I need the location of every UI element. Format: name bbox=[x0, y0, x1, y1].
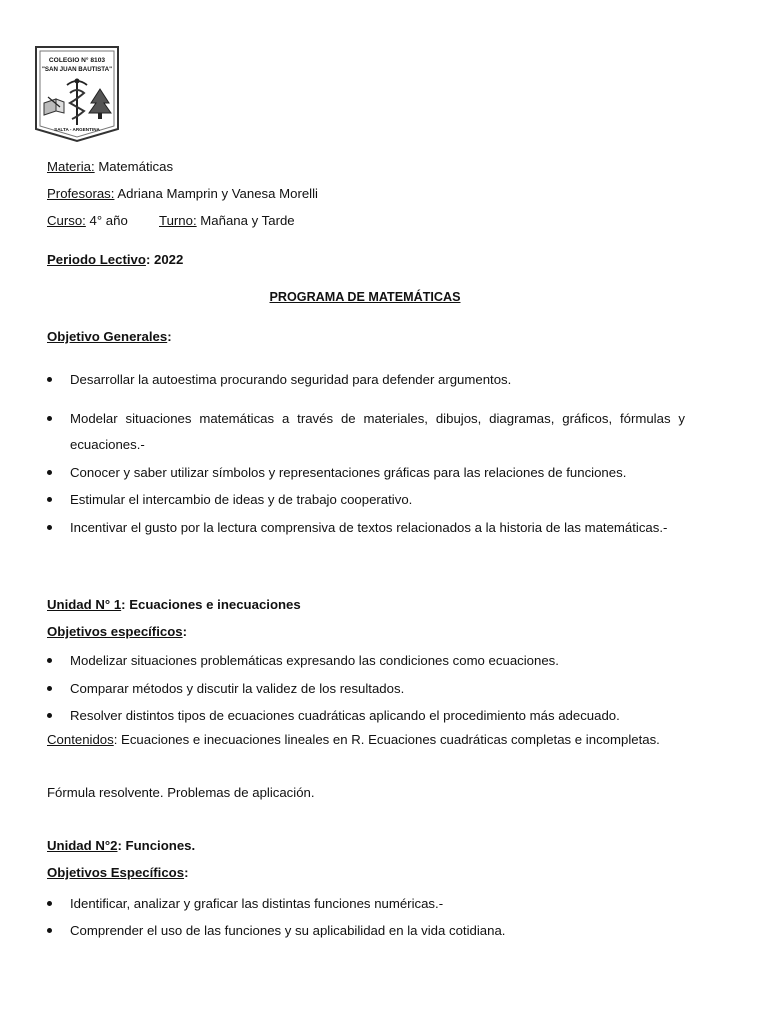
unit1-contents bbox=[47, 726, 685, 753]
unit2-label: Unidad N°2 bbox=[47, 838, 118, 853]
unit2-heading bbox=[47, 837, 195, 855]
bullet-icon bbox=[47, 686, 52, 691]
profesoras-value: Adriana Mamprin y Vanesa Morelli bbox=[117, 186, 318, 201]
general-objectives-heading bbox=[47, 328, 172, 346]
curso-value: 4° año bbox=[89, 213, 128, 228]
list-item-text: Resolver distintos tipos de ecuaciones cuadráticas aplicando el procedimiento más adecuado. bbox=[70, 708, 620, 723]
unit2-objectives-colon: : bbox=[184, 865, 189, 880]
turno-value: Mañana y Tarde bbox=[200, 213, 295, 228]
unit1-heading bbox=[47, 596, 301, 614]
list-item-text: Desarrollar la autoestima procurando seguridad para defender argumentos. bbox=[70, 372, 512, 387]
bullet-icon bbox=[47, 658, 52, 663]
materia-line bbox=[47, 158, 173, 176]
periodo-line bbox=[47, 251, 183, 269]
list-item-text: Modelar situaciones matemáticas a través de materiales, dibujos, diagramas, gráficos, fórmulas y ecuaciones.- bbox=[70, 411, 685, 452]
periodo-label: Periodo Lectivo bbox=[47, 252, 146, 267]
general-heading-colon: : bbox=[167, 329, 172, 344]
curso-line bbox=[47, 212, 128, 230]
bullet-icon bbox=[47, 525, 52, 530]
program-title: PROGRAMA DE MATEMÁTICAS bbox=[269, 290, 461, 304]
bullet-icon bbox=[47, 497, 52, 502]
unit1-contents-label: Contenidos bbox=[47, 732, 114, 747]
unit1-objectives-colon: : bbox=[182, 624, 187, 639]
materia-value: Matemáticas bbox=[98, 159, 174, 174]
unit1-title: : Ecuaciones e inecuaciones bbox=[121, 597, 301, 612]
periodo-value: : 2022 bbox=[145, 252, 184, 267]
turno-label: Turno: bbox=[159, 213, 197, 228]
unit2-objectives-label: Objetivos Específicos bbox=[47, 865, 185, 880]
list-item-text: Estimular el intercambio de ideas y de trabajo cooperativo. bbox=[70, 492, 413, 507]
list-item-text: Identificar, analizar y graficar las distintas funciones numéricas.- bbox=[70, 896, 444, 911]
profesoras-line bbox=[47, 185, 318, 203]
unit1-contents-line2: Fórmula resolvente. Problemas de aplicación. bbox=[47, 785, 315, 800]
curso-label: Curso: bbox=[47, 213, 86, 228]
bullet-icon bbox=[47, 901, 52, 906]
list-item-text: Incentivar el gusto por la lectura comprensiva de textos relacionados a la historia de las matemáticas.- bbox=[70, 520, 668, 535]
list-item-text: Conocer y saber utilizar símbolos y representaciones gráficas para las relaciones de funciones. bbox=[70, 465, 627, 480]
turno-line bbox=[159, 212, 295, 230]
unit1-objectives-heading bbox=[47, 623, 187, 641]
bullet-icon bbox=[47, 470, 52, 475]
unit1-contents-text: : Ecuaciones e inecuaciones lineales en R. Ecuaciones cuadráticas completas e incompletas. bbox=[113, 732, 660, 747]
bullet-icon bbox=[47, 713, 52, 718]
list-item-text: Modelizar situaciones problemáticas expresando las condiciones como ecuaciones. bbox=[70, 653, 559, 668]
logo-line2: "SAN JUAN BAUTISTA" bbox=[41, 66, 113, 73]
logo-footer: SALTA - ARGENTINA bbox=[54, 127, 100, 132]
general-heading-label: Objetivo Generales bbox=[47, 329, 168, 344]
profesoras-label: Profesoras: bbox=[47, 186, 115, 201]
list-item-text: Comprender el uso de las funciones y su aplicabilidad en la vida cotidiana. bbox=[70, 923, 506, 938]
bullet-icon bbox=[47, 928, 52, 933]
unit1-label: Unidad N° 1 bbox=[47, 597, 122, 612]
school-crest-logo bbox=[34, 45, 120, 143]
bullet-icon bbox=[47, 377, 52, 382]
unit2-title: : Funciones. bbox=[117, 838, 196, 853]
unit1-objectives-label: Objetivos específicos bbox=[47, 624, 183, 639]
bullet-icon bbox=[47, 416, 52, 421]
unit2-objectives-heading bbox=[47, 864, 188, 882]
logo-line1: COLEGIO N° 8103 bbox=[48, 57, 106, 64]
list-item-text: Comparar métodos y discutir la validez de los resultados. bbox=[70, 681, 405, 696]
materia-label: Materia: bbox=[47, 159, 95, 174]
